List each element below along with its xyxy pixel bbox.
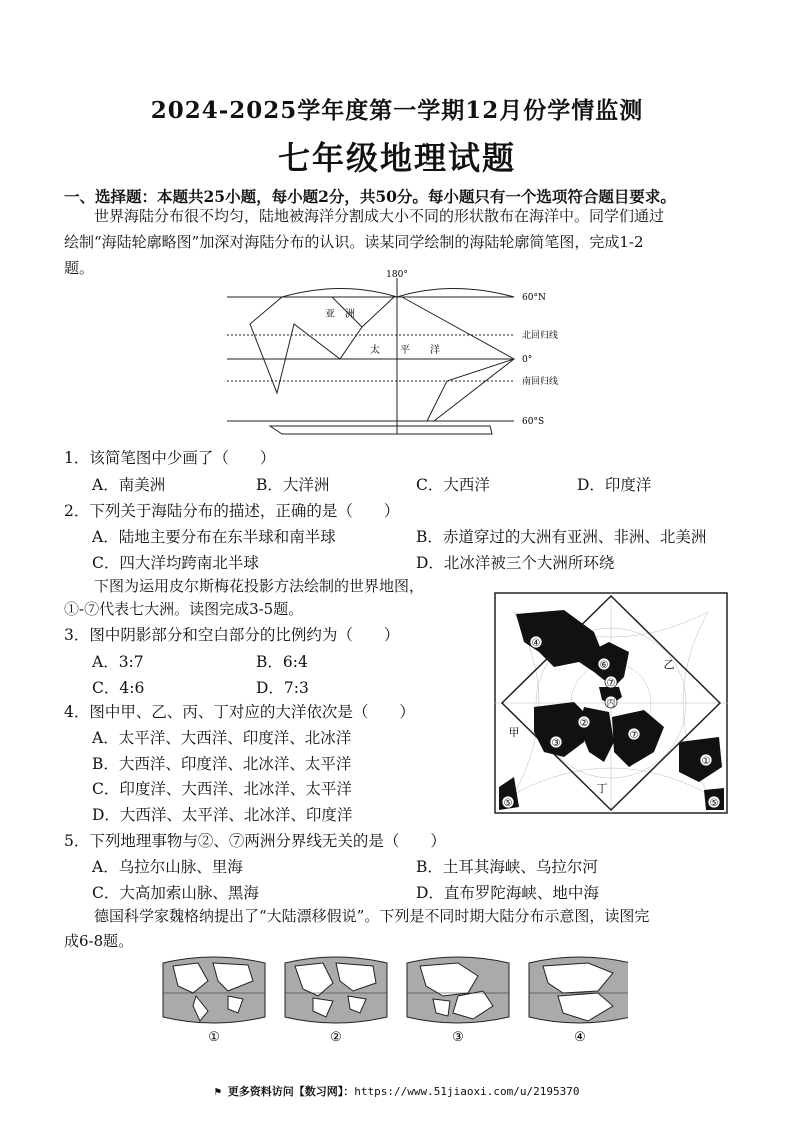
map-label-antarctica-2: ⑤ — [709, 798, 719, 809]
peirce-quincuncial-map — [494, 592, 728, 814]
question-5-stem: 5．下列地理事物与②、⑦两洲分界线无关的是（ ） — [64, 832, 446, 850]
map-label-bing: 丙 — [606, 699, 616, 709]
drift-label-3: ③ — [452, 1030, 464, 1045]
q3-option-a[interactable]: A．3:7 — [92, 653, 144, 671]
drift-map-2 — [285, 957, 387, 1023]
q2-option-d[interactable]: D．北冰洋被三个大洲所环绕 — [416, 554, 615, 572]
intro1-line2: 绘制“海陆轮廓略图”加深对海陆分布的认识。读某同学绘制的海陆轮廓简笔图，完成1-2 — [64, 233, 644, 251]
question-1-stem: 1．该简笔图中少画了（ ） — [64, 449, 276, 467]
sketch-label-tropic-n: 北回归线 — [522, 331, 559, 341]
q3-option-d[interactable]: D．7:3 — [256, 679, 309, 697]
intro1-line1: 世界海陆分布很不均匀，陆地被海洋分割成大小不同的形状散布在海洋中。同学们通过 — [94, 207, 665, 225]
q2-option-b[interactable]: B．赤道穿过的大洲有亚洲、非洲、北美洲 — [416, 528, 707, 546]
q4-option-a[interactable]: A．太平洋、大西洋、印度洋、北冰洋 — [92, 729, 352, 747]
map-label-asia: ⑥ — [599, 660, 609, 671]
sketch-label-60s: 60°S — [522, 417, 545, 427]
exam-title: 2024-2025学年度第一学期12月份学情监测 — [150, 97, 644, 124]
map-label-jia: 甲 — [508, 726, 520, 739]
question-3-stem: 3．图中阴影部分和空白部分的比例约为（ ） — [64, 626, 400, 644]
sketch-label-asia: 亚 洲 — [325, 309, 355, 320]
exam-subtitle: 七年级地理试题 — [277, 139, 516, 177]
q5-option-c[interactable]: C．大高加索山脉、黑海 — [92, 884, 259, 902]
drift-label-4: ④ — [574, 1030, 586, 1045]
map-label-africa: ② — [579, 718, 589, 729]
footer-prefix: 更多资料访问【数习网】： — [227, 1085, 355, 1098]
intro3-line1: 德国科学家魏格纳提出了“大陆漂移假说”。下列是不同时期大陆分布示意图，读图完 — [94, 907, 650, 925]
q4-option-b[interactable]: B．大西洋、印度洋、北冰洋、太平洋 — [92, 755, 352, 773]
q1-option-d[interactable]: D．印度洋 — [577, 476, 652, 494]
drift-map-3 — [407, 957, 509, 1023]
map-label-north-america: ④ — [531, 638, 541, 649]
question-4-stem: 4．图中甲、乙、丙、丁对应的大洋依次是（ ） — [64, 703, 415, 721]
footer-link[interactable]: https://www.51jiaoxi.com/u/2195370 — [354, 1085, 580, 1098]
drift-label-2: ② — [330, 1030, 342, 1045]
drift-map-4 — [529, 957, 628, 1023]
q1-option-a[interactable]: A．南美洲 — [92, 476, 166, 494]
q5-option-a[interactable]: A．乌拉尔山脉、里海 — [92, 858, 243, 876]
continental-drift-figure — [158, 951, 628, 1046]
intro2-line1: 下图为运用皮尔斯梅花投影方法绘制的世界地图， — [94, 577, 425, 595]
q5-option-d[interactable]: D．直布罗陀海峡、地中海 — [416, 884, 599, 902]
q3-option-c[interactable]: C．4:6 — [92, 679, 145, 697]
drift-map-1 — [163, 957, 265, 1023]
q1-option-b[interactable]: B．大洋洲 — [256, 476, 330, 494]
intro2-line2: ①-⑦代表七大洲。读图完成3-5题。 — [64, 600, 304, 618]
map-label-yi: 乙 — [663, 658, 675, 671]
q5-option-b[interactable]: B．土耳其海峡、乌拉尔河 — [416, 858, 598, 876]
flag-icon: ⚑ — [214, 1085, 228, 1098]
q2-option-c[interactable]: C．四大洋均跨南北半球 — [92, 554, 259, 572]
sea-land-sketch-figure — [222, 266, 567, 442]
sketch-label-equator: 0° — [522, 355, 533, 365]
drift-label-1: ① — [208, 1030, 220, 1045]
sketch-label-pacific: 太 平 洋 — [370, 345, 440, 356]
q2-option-a[interactable]: A．陆地主要分布在东半球和南半球 — [92, 528, 336, 546]
map-label-europe: ⑦ — [606, 678, 616, 689]
sketch-label-tropic-s: 南回归线 — [522, 377, 559, 387]
map-label-south-america: ③ — [551, 738, 561, 749]
section-heading: 一、选择题：本题共25小题，每小题2分，共50分。每小题只有一个选项符合题目要求。 — [64, 187, 676, 206]
intro1-line3: 题。 — [64, 259, 95, 277]
sketch-label-180: 180° — [386, 270, 408, 280]
q1-option-c[interactable]: C．大西洋 — [416, 476, 490, 494]
question-2-stem: 2．下列关于海陆分布的描述，正确的是（ ） — [64, 502, 400, 520]
q3-option-b[interactable]: B．6:4 — [256, 653, 308, 671]
map-label-ding: 丁 — [596, 782, 608, 795]
intro3-line2: 成6-8题。 — [64, 932, 134, 950]
q4-option-c[interactable]: C．印度洋、大西洋、北冰洋、太平洋 — [92, 780, 352, 798]
sketch-label-60n: 60°N — [522, 293, 546, 303]
map-label-oceania: ① — [701, 756, 711, 767]
footer — [0, 1083, 794, 1099]
map-label-europe-2: ⑦ — [629, 730, 639, 741]
map-label-antarctica-1: ⑤ — [503, 798, 513, 809]
q4-option-d[interactable]: D．大西洋、太平洋、北冰洋、印度洋 — [92, 806, 353, 824]
